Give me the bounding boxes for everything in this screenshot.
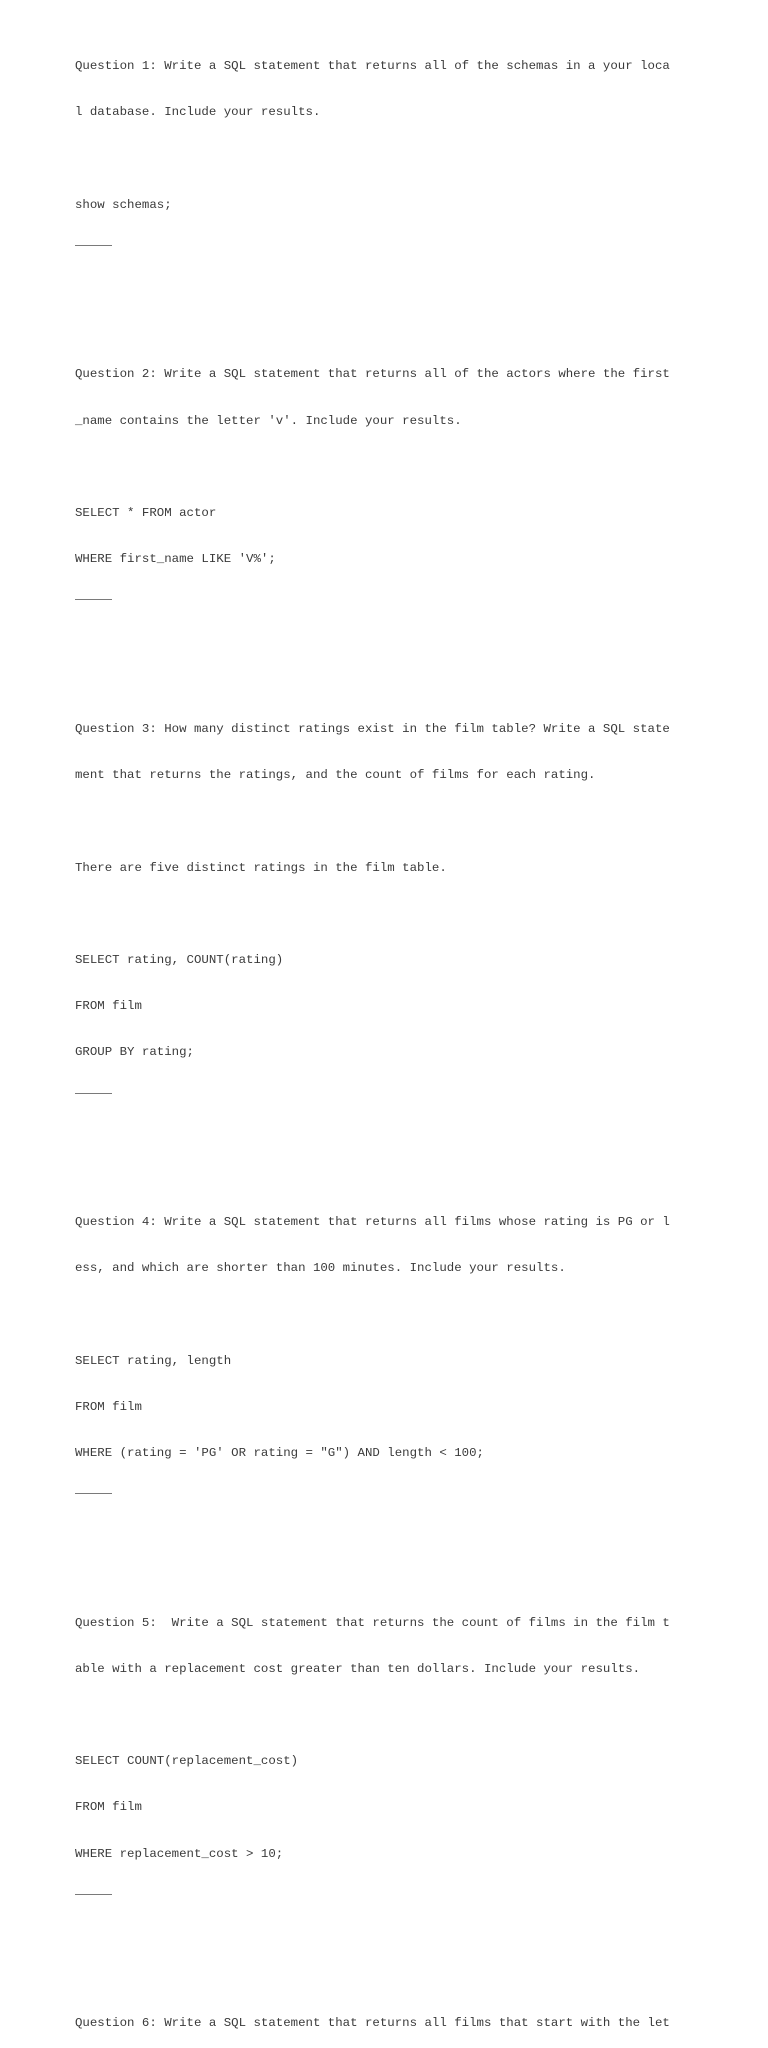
q3-answer: There are five distinct ratings in the film table.: [75, 860, 447, 875]
separator: [75, 1893, 695, 1902]
q3-prompt-line-2: ment that returns the ratings, and the count of films for each rating.: [75, 768, 596, 783]
q5-prompt-line-1: Question 5: Write a SQL statement that returns the count of films in the film t: [75, 1615, 670, 1630]
separator: [75, 1092, 695, 1101]
q1-prompt-line-1: Question 1: Write a SQL statement that returns all of the schemas in a your loca: [75, 59, 670, 74]
q4-code-line-2: FROM film: [75, 1399, 142, 1414]
q3-prompt-line-1: Question 3: How many distinct ratings exist in the film table? Write a SQL state: [75, 721, 670, 736]
q2-code-line-1: SELECT * FROM actor: [75, 506, 217, 521]
separator: [75, 1492, 695, 1501]
q5-prompt-line-2: able with a replacement cost greater than ten dollars. Include your results.: [75, 1661, 641, 1676]
q6-prompt-line-1: Question 6: Write a SQL statement that returns all films that start with the let: [75, 2016, 670, 2031]
q5-code-line-1: SELECT COUNT(replacement_cost): [75, 1754, 299, 1769]
q4-code-line-1: SELECT rating, length: [75, 1353, 232, 1368]
separator: [75, 244, 695, 253]
q3-code-line-2: FROM film: [75, 999, 142, 1014]
q2-prompt-line-1: Question 2: Write a SQL statement that returns all of the actors where the first: [75, 367, 670, 382]
q3-code-line-1: SELECT rating, COUNT(rating): [75, 952, 284, 967]
separator: [75, 598, 695, 607]
q4-prompt-line-2: ess, and which are shorter than 100 minutes. Include your results.: [75, 1261, 566, 1276]
q5-code-line-3: WHERE replacement_cost > 10;: [75, 1846, 284, 1861]
q5-code-line-2: FROM film: [75, 1800, 142, 1815]
q1-prompt-line-2: l database. Include your results.: [75, 105, 321, 120]
q2-code-line-2: WHERE first_name LIKE 'V%';: [75, 552, 276, 567]
document-page: [75, 13, 695, 2048]
q2-prompt-line-2: _name contains the letter 'v'. Include your results.: [75, 413, 462, 428]
q4-prompt-line-1: Question 4: Write a SQL statement that returns all films whose rating is PG or l: [75, 1214, 670, 1229]
q4-code-line-3: WHERE (rating = 'PG' OR rating = "G") AND length < 100;: [75, 1446, 484, 1460]
q1-code-line-1: show schemas;: [75, 197, 172, 212]
q3-code-line-3: GROUP BY rating;: [75, 1045, 194, 1060]
